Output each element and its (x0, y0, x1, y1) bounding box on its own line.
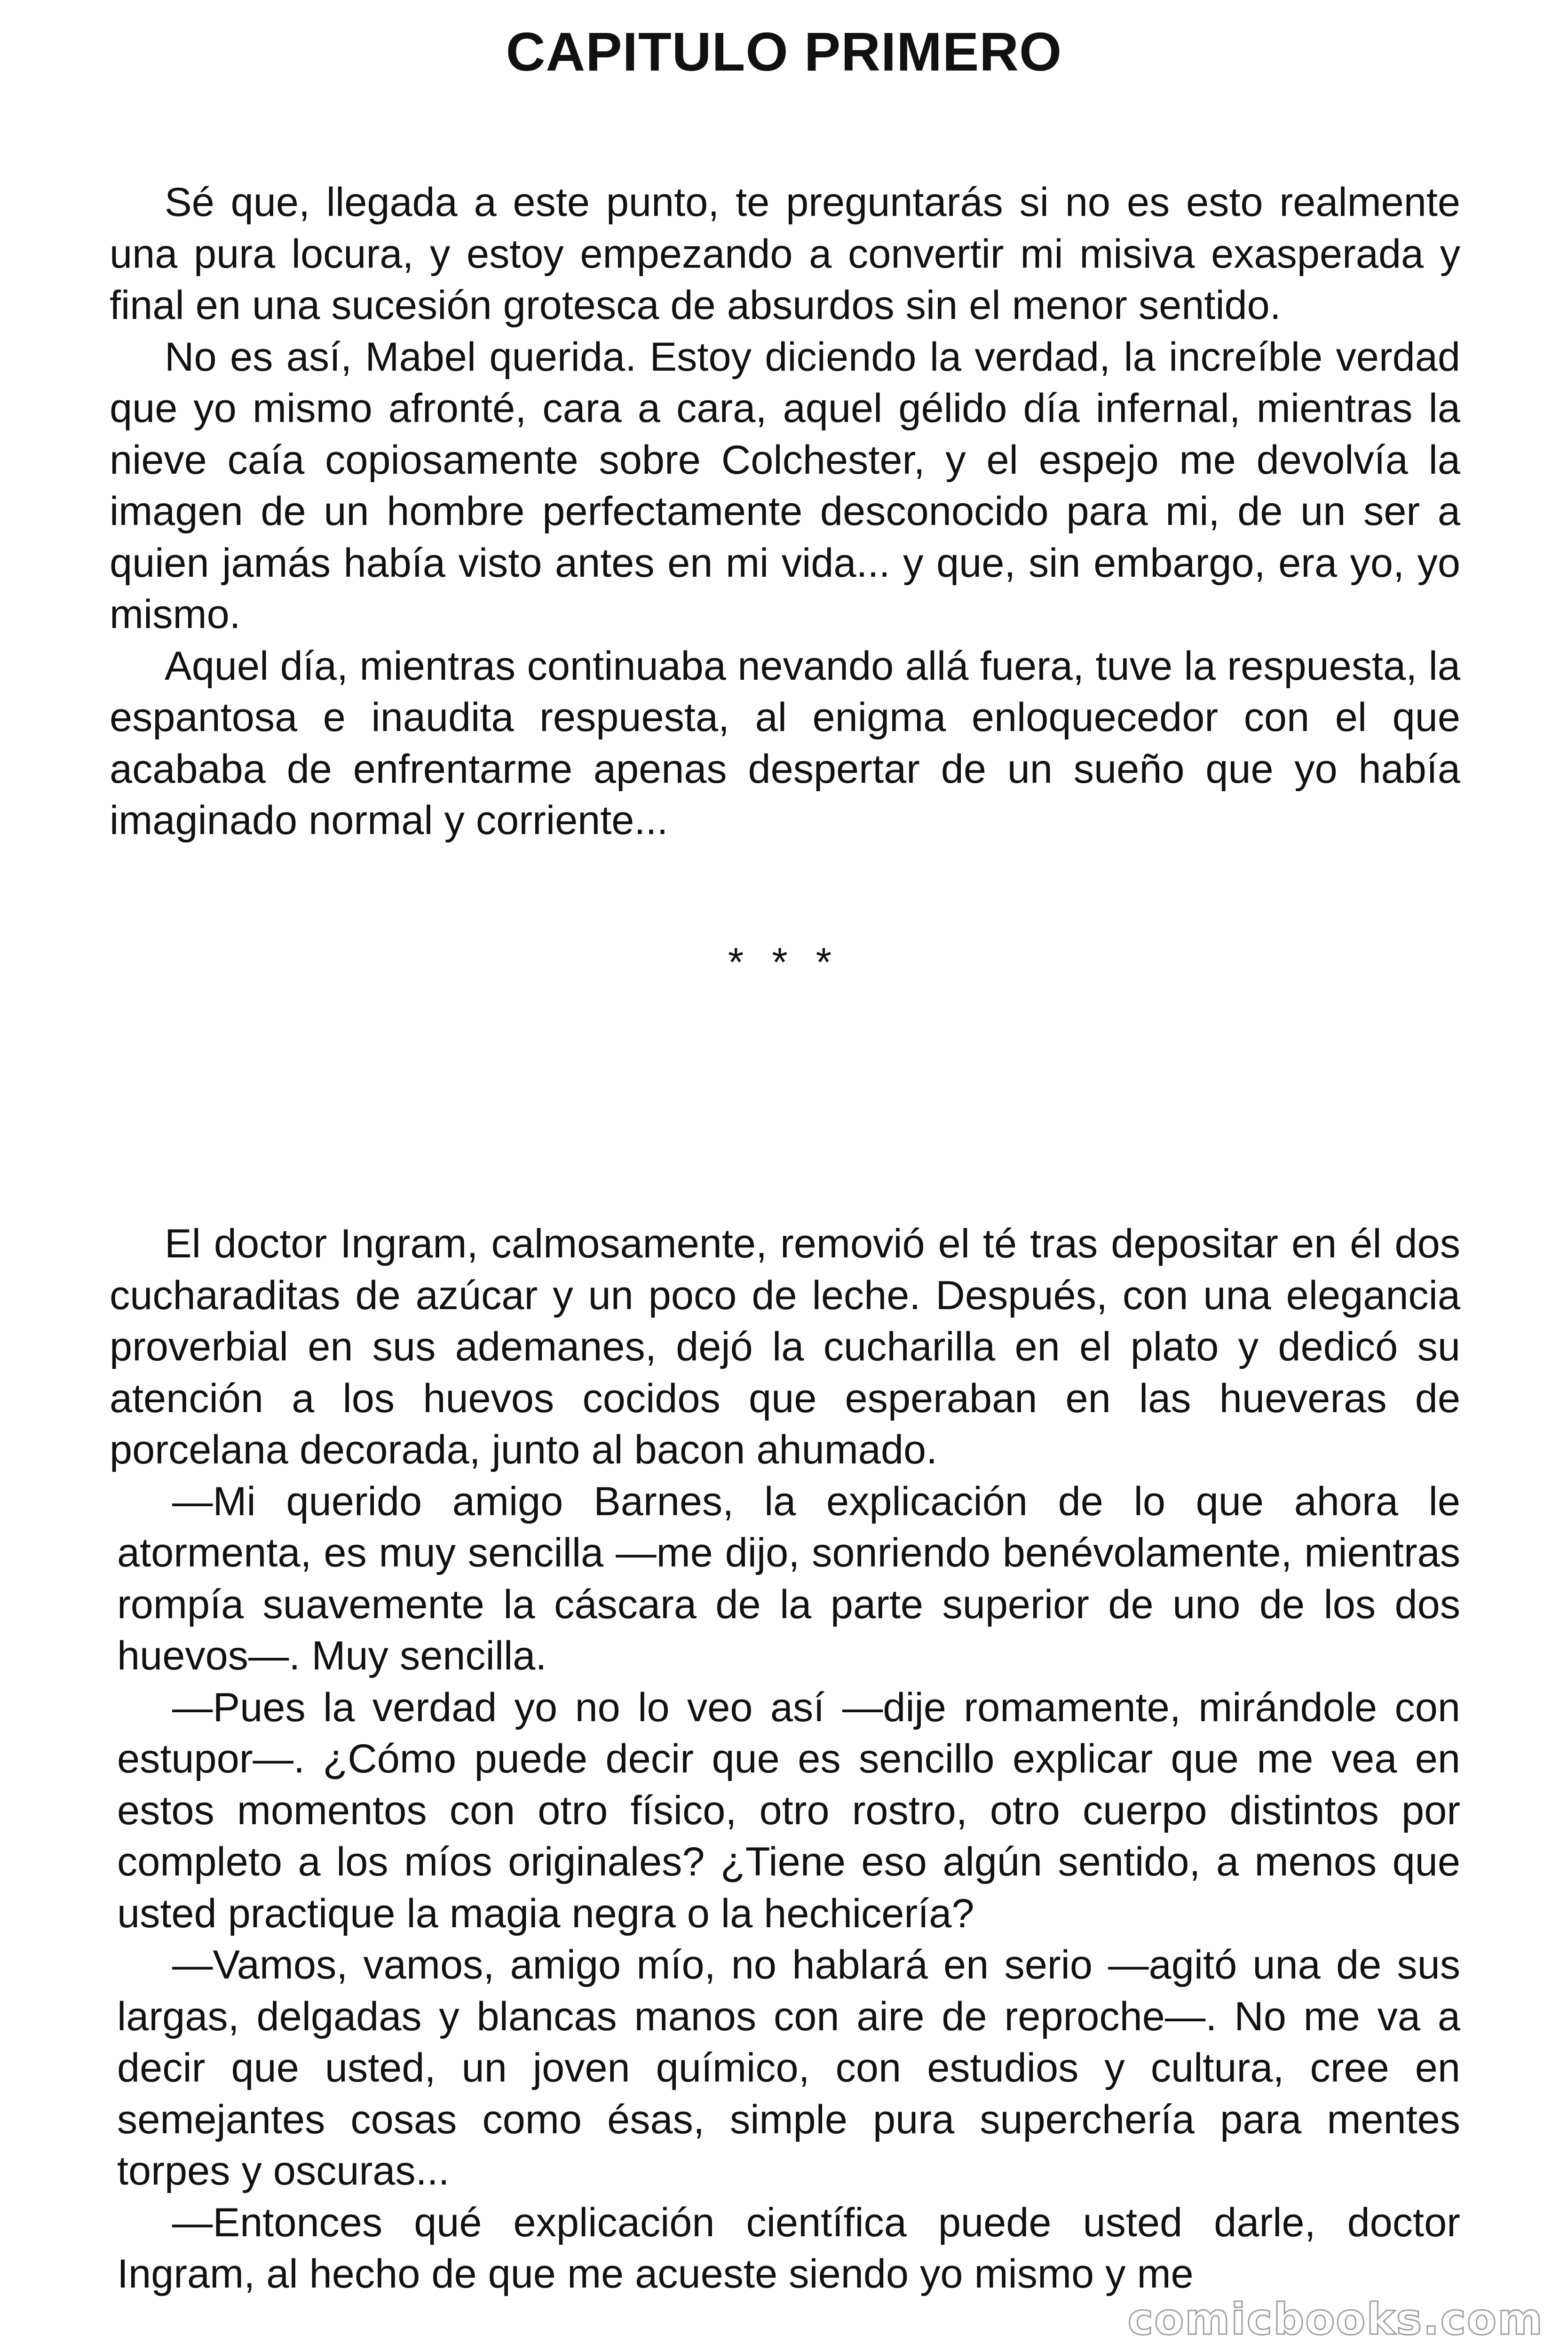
section-two-text (110, 1218, 1460, 2300)
dialogue-paragraph: —Mi querido amigo Barnes, la explicación de lo que ahora le atormenta, es muy sencilla —me dijo, sonriendo benévolamente, mientras rompía suavemente la cáscara de la parte superior de uno de los dos huevos—. Muy sencilla. (117, 1478, 1460, 1678)
dialogue-paragraph: —Vamos, vamos, amigo mío, no hablará en serio —agitó una de sus largas, delgadas y blancas manos con aire de reproche—. No me va a decir que usted, un joven químico, con estudios y cultura, cree en semejantes cosas como ésas, simple pura superchería para mentes torpes y oscuras... (117, 1942, 1460, 2193)
paragraph: No es así, Mabel querida. Estoy diciendo la verdad, la increíble verdad que yo mismo afronté, cara a cara, aquel gélido día infernal, mientras la nieve caía copiosamente sobre Colchester, y el espejo me devolvía la imagen de un hombre perfectamente desconocido para mi, de un ser a quien jamás había visto antes en mi vida... y que, sin embargo, era yo, yo mismo. (110, 334, 1460, 637)
paragraph: El doctor Ingram, calmosamente, removió el té tras depositar en él dos cucharaditas de azúcar y un poco de leche. Después, con una elegancia proverbial en sus ademanes, dejó la cucharilla en el plato y dedicó su atención a los huevos cocidos que esperaban en las hueveras de porcelana decorada, junto al bacon ahumado. (110, 1221, 1460, 1472)
scene-separator: * * * (728, 940, 840, 985)
paragraph: Sé que, llegada a este punto, te preguntarás si no es esto realmente una pura locura, y estoy empezando a convertir mi misiva exasperada y final en una sucesión grotesca de absurdos sin el menor sentido. (110, 180, 1460, 328)
dialogue-paragraph: —Entonces qué explicación científica puede usted darle, doctor Ingram, al hecho de que me acueste siendo yo mismo y me (117, 2200, 1460, 2296)
watermark-logo: comicbooks.com (1127, 2294, 1544, 2344)
dialogue-paragraph: —Pues la verdad yo no lo veo así —dije romamente, mirándole con estupor—. ¿Cómo puede decir que es sencillo explicar que me vea en estos momentos con otro físico, otro rostro, otro cuerpo distintos por completo a los míos originales? ¿Tiene eso algún sentido, a menos que usted practique la magia negra o la hechicería? (117, 1685, 1460, 1936)
paragraph: Aquel día, mientras continuaba nevando allá fuera, tuve la respuesta, la espantosa e inaudita respuesta, al enigma enloquecedor con el que acababa de enfrentarme apenas despertar de un sueño que yo había imaginado normal y corriente... (110, 643, 1460, 843)
chapter-title: CAPITULO PRIMERO (506, 21, 1062, 82)
section-one-text (110, 177, 1460, 847)
